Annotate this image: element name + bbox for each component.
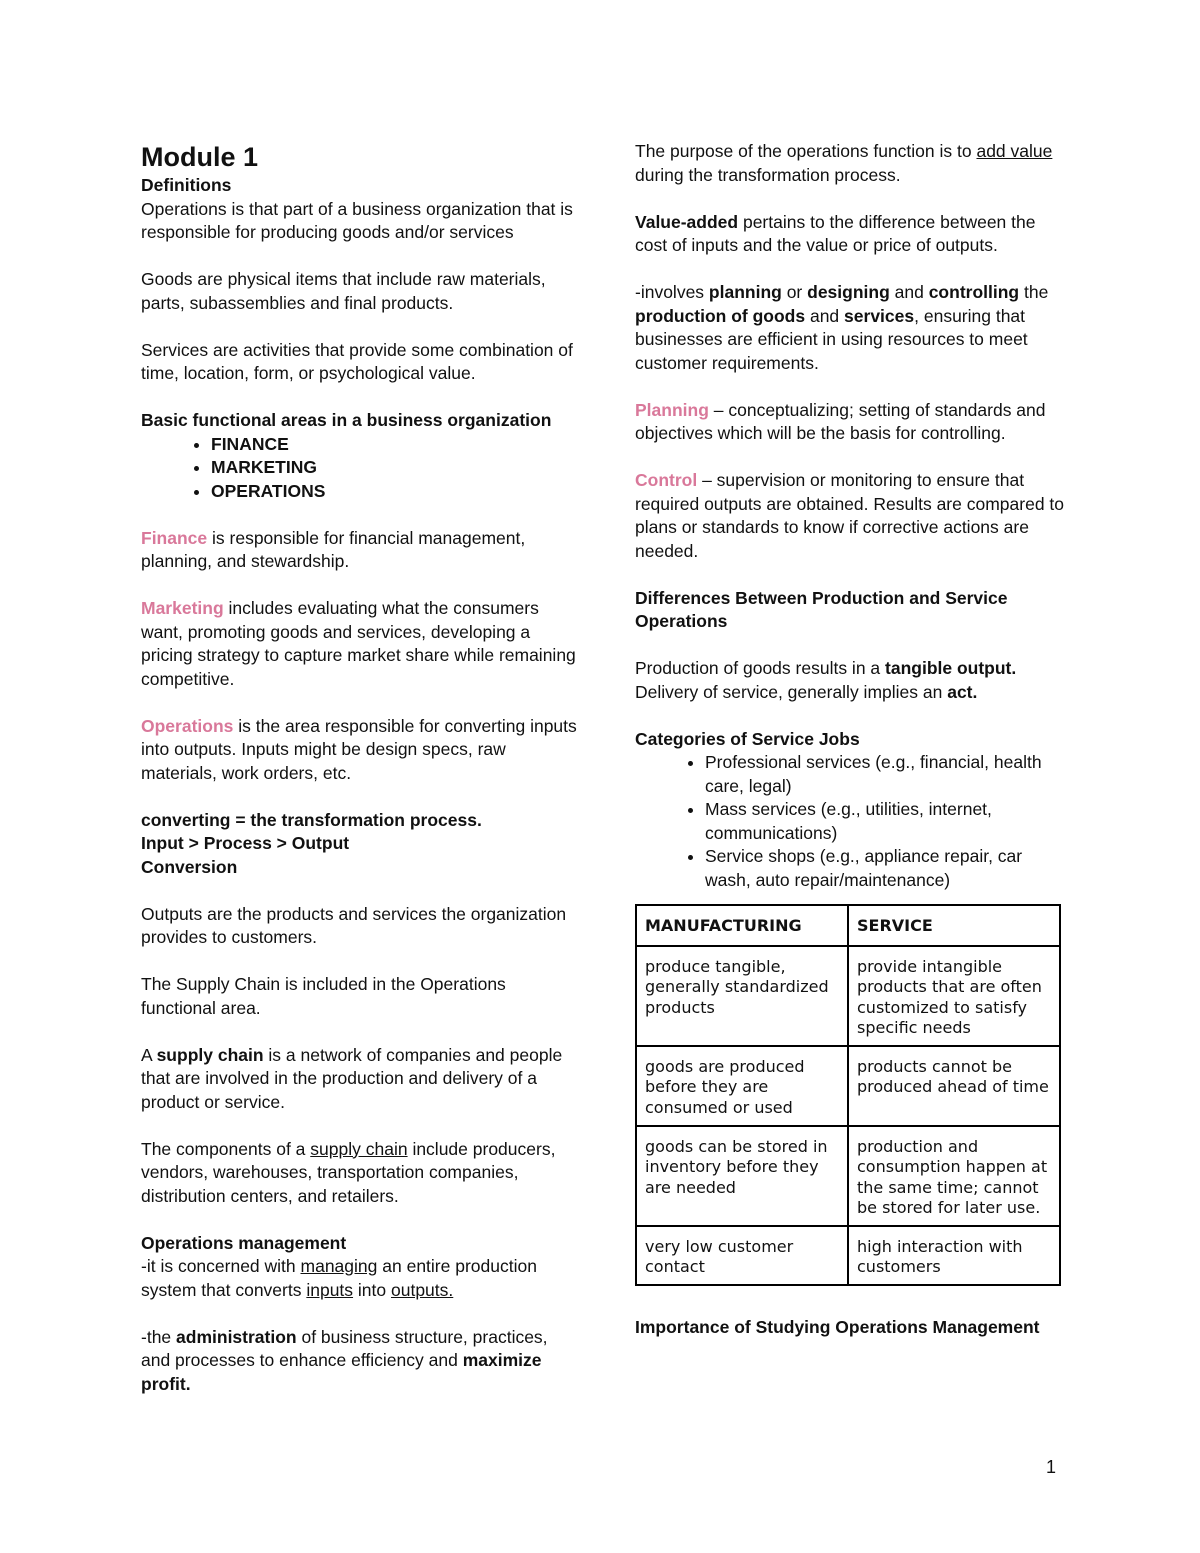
marketing-paragraph: Marketing includes evaluating what the consumers want, promoting goods and services, developing a pricing strategy to capture market share while remaining competitive.: [141, 598, 576, 689]
definitions-heading: Definitions: [141, 175, 232, 195]
input-process-output-line: Input > Process > Output: [141, 833, 350, 853]
list-item: • FINANCE: [211, 433, 581, 457]
functional-areas-heading: Basic functional areas in a business organization: [141, 410, 552, 430]
table-cell: very low customer contact: [636, 1226, 848, 1285]
comparison-table: [635, 904, 1061, 1286]
marketing-term: Marketing: [141, 598, 224, 618]
table-cell: goods can be stored in inventory before they are needed: [636, 1126, 848, 1226]
left-column: [141, 140, 581, 1420]
operations-definition: Operations is that part of a business organization that is responsible for producing goods and/or services: [141, 198, 573, 242]
supply-chain-underlined: supply chain: [310, 1138, 408, 1159]
operations-management-heading: Operations management: [141, 1232, 347, 1253]
om-concerned-paragraph: -it is concerned with managing an entire production system that converts inputs into outputs.: [141, 1256, 537, 1300]
categories-heading: Categories of Service Jobs: [635, 728, 860, 749]
production-line: Production of goods results in a tangible output.: [635, 658, 1017, 678]
planning-term: Planning: [635, 399, 709, 420]
categories-list: [635, 751, 1065, 892]
delivery-line: Delivery of service, generally implies an act.: [635, 681, 978, 702]
table-row: [636, 946, 1060, 1046]
purpose-paragraph: The purpose of the operations function is to add value during the transformation process.: [635, 141, 1053, 185]
list-item: • Mass services (e.g., utilities, internet, communications): [705, 798, 1065, 845]
list-item: • MARKETING: [211, 456, 581, 480]
differences-heading: Differences Between Production and Service Operations: [635, 587, 1008, 631]
table-cell: produce tangible, generally standardized products: [636, 946, 848, 1046]
table-cell: production and consumption happen at the same time; cannot be stored for later use.: [848, 1126, 1060, 1226]
supply-chain-definition: A supply chain is a network of companies and people that are involved in the production and delivery of a product or service.: [141, 1044, 563, 1112]
table-row: [636, 1046, 1060, 1126]
finance-term: Finance: [141, 527, 208, 548]
supply-chain-components: The components of a supply chain include producers, vendors, warehouses, transportation companies, distribution centers, and retailers.: [141, 1138, 556, 1206]
list-item: • OPERATIONS: [211, 480, 581, 504]
supply-chain-included-paragraph: The Supply Chain is included in the Operations functional area.: [141, 974, 506, 1018]
table-cell: high interaction with customers: [848, 1226, 1060, 1285]
table-header-row: [636, 905, 1060, 946]
control-paragraph: Control – supervision or monitoring to ensure that required outputs are obtained. Results are compared to plans or standards to know if corrective actions are needed.: [635, 470, 1065, 561]
list-item: • Service shops (e.g., appliance repair, car wash, auto repair/maintenance): [705, 845, 1065, 892]
add-value-underlined: add value: [976, 141, 1053, 161]
control-term: Control: [635, 470, 698, 490]
finance-paragraph: Finance is responsible for financial management, planning, and stewardship.: [141, 527, 526, 571]
table-row: [636, 1126, 1060, 1226]
goods-definition: Goods are physical items that include raw materials, parts, subassemblies and final products.: [141, 269, 546, 313]
importance-heading: Importance of Studying Operations Management: [635, 1316, 1040, 1337]
operations-paragraph: Operations is the area responsible for converting inputs into outputs. Inputs might be design specs, raw materials, work orders, etc.: [141, 715, 577, 783]
header-service: SERVICE: [848, 905, 1060, 946]
right-column: [635, 140, 1065, 1339]
table-cell: goods are produced before they are consumed or used: [636, 1046, 848, 1126]
operations-term: Operations: [141, 715, 234, 736]
involves-paragraph: -involves planning or designing and controlling the production of goods and services, ensuring that businesses are efficient in using resources to meet customer requirements.: [635, 282, 1049, 373]
table-row: [636, 1226, 1060, 1285]
converting-line: converting = the transformation process.: [141, 809, 482, 830]
value-added-paragraph: Value-added pertains to the difference between the cost of inputs and the value or price of outputs.: [635, 211, 1036, 255]
header-manufacturing: MANUFACTURING: [636, 905, 848, 946]
table-cell: provide intangible products that are often customized to satisfy specific needs: [848, 946, 1060, 1046]
planning-paragraph: Planning – conceptualizing; setting of standards and objectives which will be the basis for controlling.: [635, 399, 1046, 443]
functional-areas-list: [141, 433, 581, 504]
module-title: Module 1: [141, 142, 259, 172]
supply-chain-term: supply chain: [156, 1044, 264, 1065]
conversion-line: Conversion: [141, 856, 238, 877]
om-administration-paragraph: -the administration of business structure, practices, and processes to enhance efficiency and maximize profit.: [141, 1326, 548, 1394]
services-definition: Services are activities that provide some combination of time, location, form, or psychological value.: [141, 339, 573, 383]
page-number: 1: [1046, 1457, 1057, 1477]
list-item: • Professional services (e.g., financial, health care, legal): [705, 751, 1065, 798]
outputs-paragraph: Outputs are the products and services the organization provides to customers.: [141, 903, 567, 947]
table-cell: products cannot be produced ahead of time: [848, 1046, 1060, 1126]
